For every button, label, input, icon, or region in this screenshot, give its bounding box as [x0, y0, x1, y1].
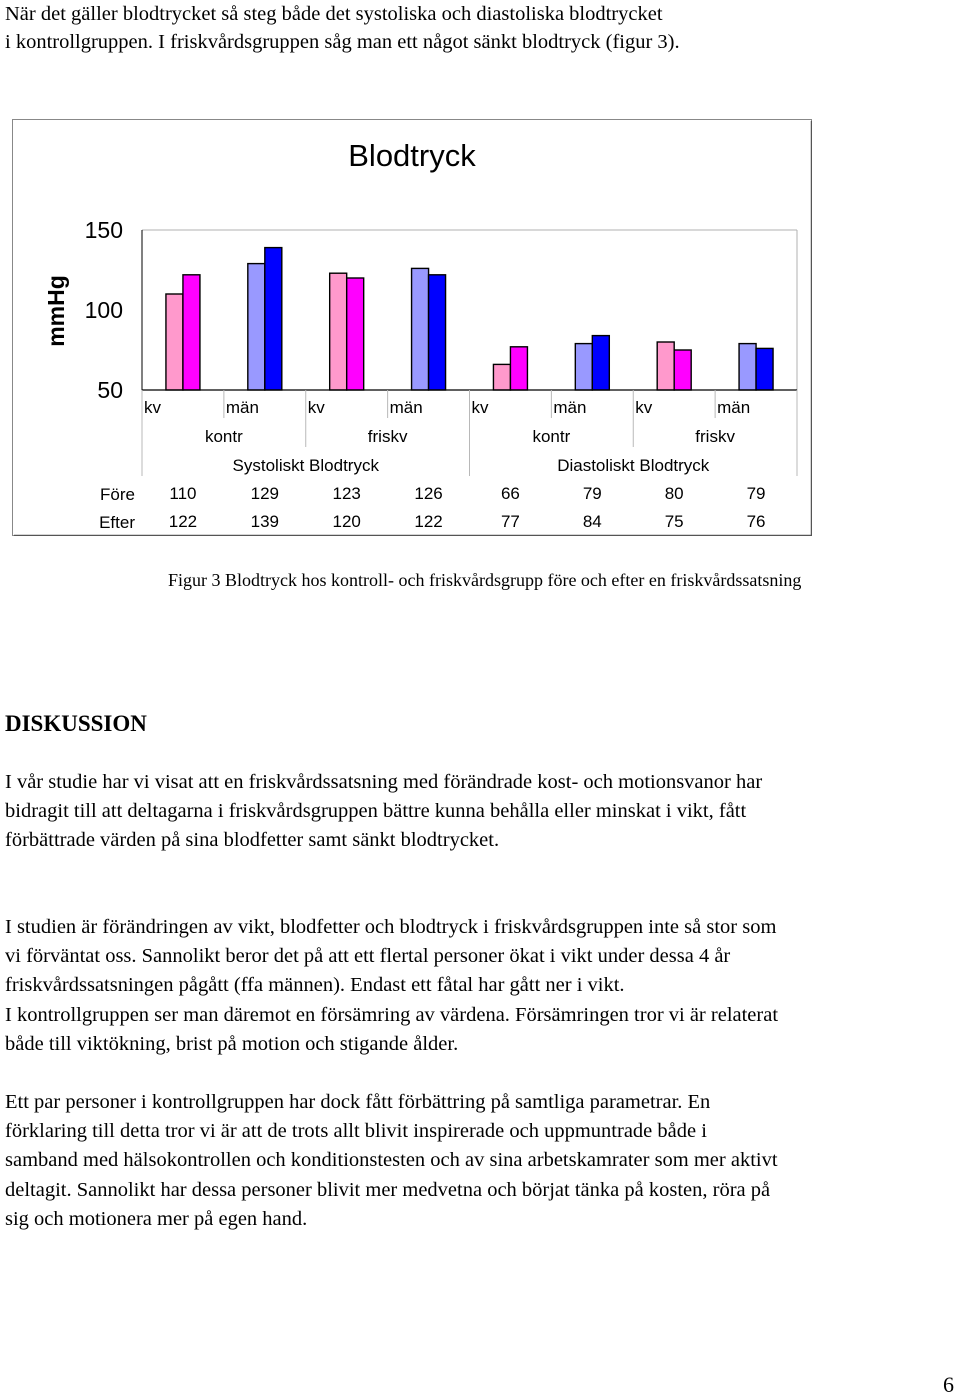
bar-fore: [248, 264, 265, 390]
paragraph: [5, 1088, 960, 1234]
paragraph-line: vi förväntat oss. Sannolikt beror det på att ett flertal personer ökat i vikt under dessa 4 år: [5, 945, 731, 968]
bar-efter: [265, 248, 282, 390]
paragraph-line: sig och motionera mer på egen hand.: [5, 1207, 308, 1230]
paragraph-line: förklaring till detta tror vi är att de trots allt blivit inspirerade och uppmuntrade både i: [5, 1120, 707, 1143]
category-label: män: [389, 398, 423, 417]
page-number: 6: [943, 1372, 954, 1397]
data-label: 123: [332, 484, 361, 503]
plot-area: [142, 230, 797, 390]
bar-fore: [330, 273, 347, 390]
paragraph: [5, 768, 960, 856]
intro-line: i kontrollgruppen. I friskvårdsgruppen såg man ett något sänkt blodtryck (figur 3).: [5, 31, 680, 53]
paragraph-line: Ett par personer i kontrollgruppen har dock fått förbättring på samtliga parametrar. En: [5, 1091, 711, 1113]
data-label: 120: [332, 512, 361, 531]
bar-efter: [510, 347, 527, 390]
data-label: 66: [500, 484, 520, 503]
paragraph-line: deltagit. Sannolikt har dessa personer blivit mer medvetna och börjat tänka på kosten, röra på: [5, 1178, 771, 1201]
intro-text: [5, 0, 955, 56]
data-label: 84: [582, 512, 602, 531]
bar-fore: [412, 268, 429, 390]
section-heading: DISKUSSION: [5, 711, 147, 736]
paragraph-line: I vår studie har vi visat att en friskvårdssatsning med förändrade kost- och motionsvanor har: [5, 771, 763, 793]
data-label: 75: [664, 512, 684, 531]
data-label: 76: [746, 512, 766, 531]
bar-efter: [592, 336, 609, 390]
group-label: kontr: [204, 427, 243, 446]
bar-fore: [739, 344, 756, 390]
paragraph-line: friskvårdssatsningen pågått (ffa männen). Endast ett fåtal har gått ner i vikt.: [5, 974, 625, 997]
intro-line: När det gäller blodtrycket så steg både det systoliska och diastoliska blodtrycket: [5, 3, 663, 25]
group-label: friskv: [695, 427, 735, 446]
y-axis-label: mmHg: [43, 275, 69, 347]
bar-efter: [756, 348, 773, 390]
data-label: 122: [168, 512, 198, 531]
y-tick-label: 150: [84, 217, 123, 243]
category-label: män: [225, 398, 259, 417]
category-label: kv: [307, 398, 325, 417]
bar-efter: [347, 278, 364, 390]
paragraph-line: I kontrollgruppen ser man däremot en försämring av värdena. Försämringen tror vi är relaterat: [5, 1003, 779, 1026]
data-label: 77: [500, 512, 520, 531]
bar-efter: [429, 275, 446, 390]
group-label: friskv: [367, 427, 408, 446]
data-label: 139: [250, 512, 279, 531]
category-label: kv: [144, 398, 161, 417]
paragraph-line: samband med hälsokontrollen och konditionstesten och av sina arbetskamrater som mer aktivt: [5, 1149, 778, 1172]
blood-pressure-chart: [12, 119, 812, 536]
data-label: 122: [414, 512, 443, 531]
category-label: kv: [471, 398, 489, 417]
section-label: Systoliskt Blodtryck: [232, 456, 379, 475]
bar-fore: [166, 294, 183, 390]
series-label: Efter: [99, 513, 135, 532]
chart-svg: [12, 119, 812, 536]
bar-efter: [674, 350, 691, 390]
y-tick-label: 100: [84, 297, 123, 323]
chart-title: Blodtryck: [348, 138, 476, 173]
paragraph: [5, 913, 960, 1059]
group-label: kontr: [532, 427, 571, 446]
paragraph-line: bidragit till att deltagarna i friskvårdsgruppen bättre kunna behålla eller minskat i vikt, fått: [5, 800, 747, 823]
paragraph-line: förbättrade värden på sina blodfetter samt sänkt blodtrycket.: [5, 829, 500, 852]
section-label: Diastoliskt Blodtryck: [557, 456, 710, 475]
data-label: 79: [582, 484, 602, 503]
series-label: Före: [100, 485, 135, 504]
data-label: 110: [169, 484, 197, 503]
bar-fore: [575, 344, 592, 390]
y-tick-label: 50: [97, 377, 123, 403]
bar-efter: [183, 275, 200, 390]
data-label: 126: [414, 484, 443, 503]
data-label: 129: [250, 484, 279, 503]
paragraph-line: både till viktökning, brist på motion och stigande ålder.: [5, 1032, 459, 1055]
data-label: 79: [746, 484, 766, 503]
paragraph-line: I studien är förändringen av vikt, blodfetter och blodtryck i friskvårdsgruppen inte så stor som: [5, 916, 777, 938]
bar-fore: [657, 342, 674, 390]
data-label: 80: [664, 484, 684, 503]
category-label: kv: [635, 398, 653, 417]
figure-caption: Figur 3 Blodtryck hos kontroll- och friskvårdsgrupp före och efter en friskvårdssatsning: [168, 570, 802, 590]
category-label: män: [553, 398, 587, 417]
bar-fore: [493, 364, 510, 390]
category-label: män: [717, 398, 751, 417]
